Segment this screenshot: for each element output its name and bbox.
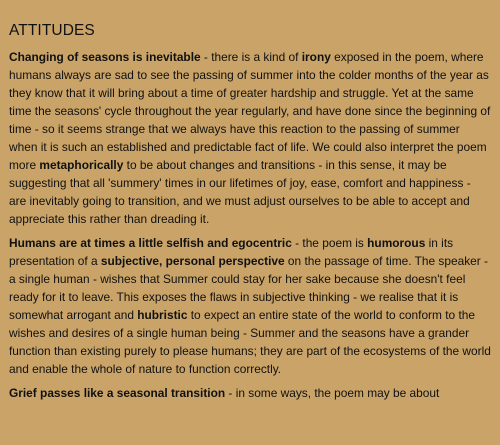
paragraph-grief-passes <box>9 384 491 402</box>
paragraph-humans-selfish <box>9 234 491 378</box>
text-run: - the poem is <box>291 236 368 250</box>
bold-phrase: Grief passes like a seasonal transition <box>9 386 226 400</box>
bold-phrase: Humans are at times a little selfish and egocentric <box>9 236 292 250</box>
section-heading: ATTITUDES <box>9 22 95 39</box>
text-run: - in some ways, the poem may be about <box>225 386 440 400</box>
text-run: exposed in the poem, where humans always are sad to see the passing of summer into the colder months of the year as they know that it will bring about a time of greater hardship and struggle. Yet at the same time the seasons' cycle throughout the year regularly, and have done since the beginning of time - so it seems strange that we always have this reaction to the passing of summer when it is such an established and predictable fact of life. We could also interpret the poem more <box>9 50 491 172</box>
text-run: to expect an entire state of the world to conform to the wishes and desires of a single human being - Summer and the seasons have a grander function than existing purely to please humans; they are part of the ecosystems of the world and enable the whole of nature to function correctly. <box>9 308 491 376</box>
bold-phrase: irony <box>301 50 331 64</box>
bold-phrase: Changing of seasons is inevitable <box>9 50 201 64</box>
text-run: to be about changes and transitions - in this sense, it may be suggesting that all 'summery' times in our lifetimes of joy, ease, comfort and happiness - are inevitably going to transition, and we must adjust ourselves to be able to accept and appreciate this rather than dreading it. <box>9 158 471 226</box>
bold-phrase: subjective, personal perspective <box>100 254 285 268</box>
text-run: - there is a kind of <box>200 50 302 64</box>
text-run: in its presentation of a <box>9 236 454 268</box>
bold-phrase: humorous <box>367 236 426 250</box>
bold-phrase: hubristic <box>137 308 188 322</box>
bold-phrase: metaphorically <box>39 158 124 172</box>
paragraph-changing-seasons <box>9 48 491 228</box>
text-run: on the passage of time. The speaker - a single human - wishes that Summer could stay for her sake because she doesn't feel ready for it to leave. This exposes the flaws in subjective thinking - we realise that it is somewhat arrogant and <box>9 254 488 322</box>
